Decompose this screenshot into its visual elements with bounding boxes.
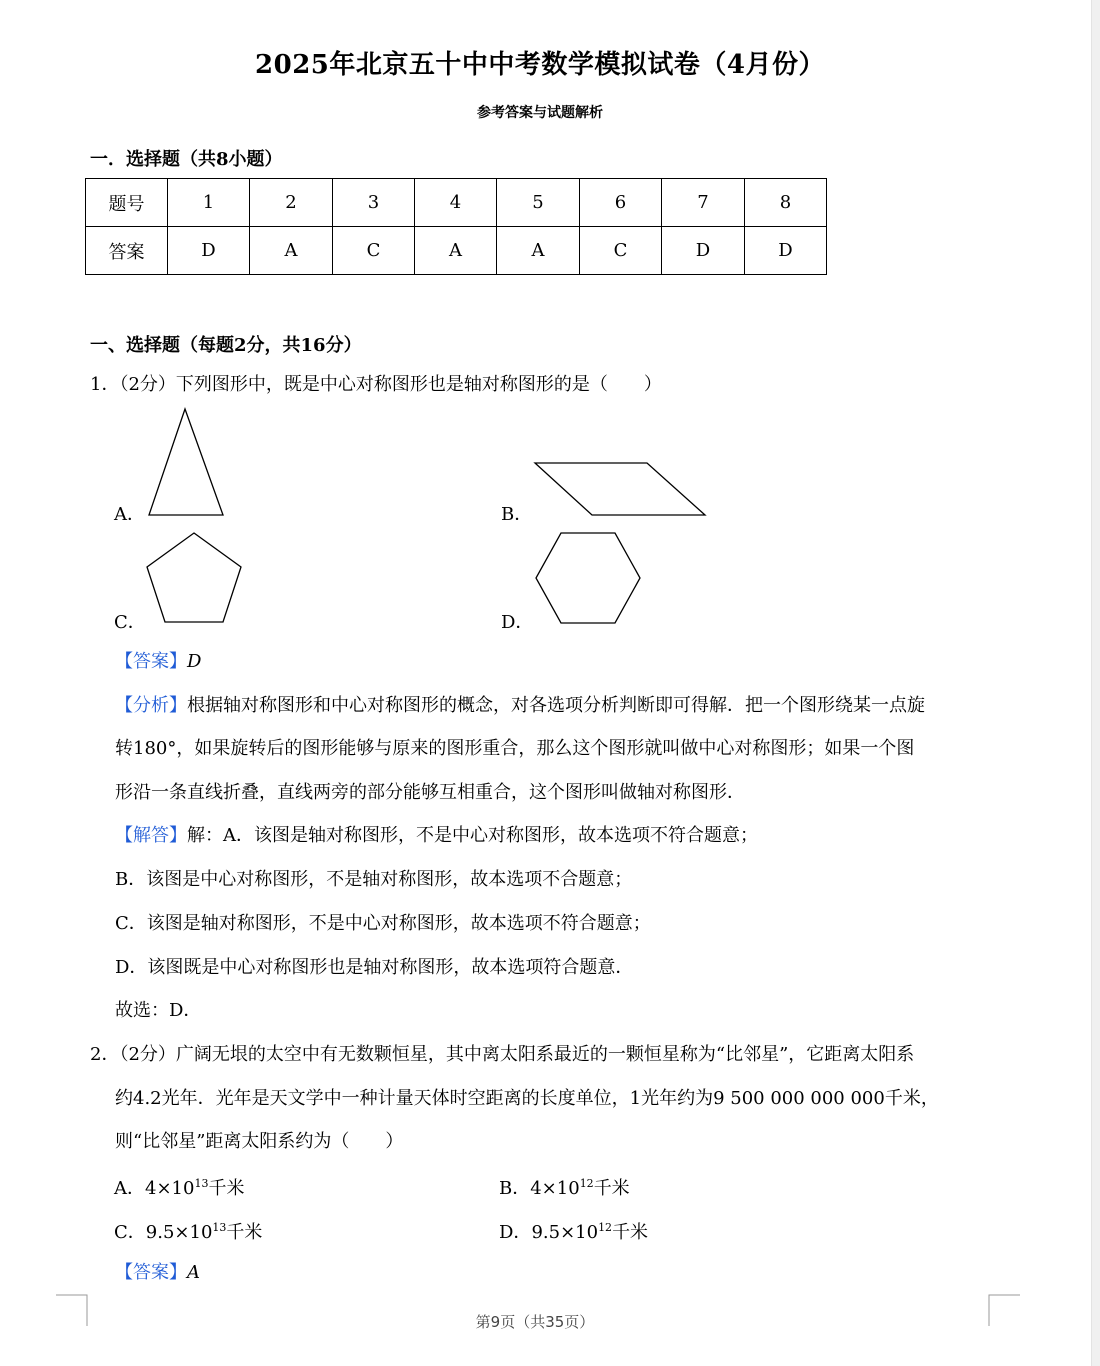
option-unit: 千米 xyxy=(612,1222,649,1243)
table-cell: D xyxy=(662,227,745,275)
page-subtitle: 参考答案与试题解析 xyxy=(477,105,603,121)
option-label: C． xyxy=(114,1222,146,1243)
q1-option-b-label: B． xyxy=(501,504,533,525)
triangle-figure xyxy=(145,406,227,518)
q2-option-d xyxy=(499,1218,648,1244)
answer-key-heading: 一．选择题（共8小题） xyxy=(90,149,283,170)
table-row xyxy=(86,179,827,227)
q2-stem-line-1: 2．（2分）广阔无垠的太空中有无数颗恒星，其中离太阳系最近的一颗恒星称为“比邻星”，它距离太阳系 xyxy=(90,1044,915,1065)
q2-answer xyxy=(115,1262,200,1284)
table-cell: A xyxy=(415,227,497,275)
solution-text: 解：A．该图是轴对称图形，不是中心对称图形，故本选项不符合题意； xyxy=(187,825,758,846)
analysis-tag: 【分析】 xyxy=(115,695,187,716)
q1-solution-line-3: C．该图是轴对称图形，不是中心对称图形，故本选项不符合题意； xyxy=(115,913,651,934)
solution-tag: 【解答】 xyxy=(115,825,187,846)
q1-solution-line-2: B．该图是中心对称图形，不是轴对称图形，故本选项不合题意； xyxy=(115,869,633,890)
hexagon-figure xyxy=(532,530,644,628)
pentagon-figure xyxy=(142,530,246,626)
q1-stem: 1．（2分）下列图形中，既是中心对称图形也是轴对称图形的是（ ） xyxy=(90,374,662,395)
page-number-footer: 第9页（共35页） xyxy=(475,1313,595,1331)
q1-option-a-label: A． xyxy=(114,504,145,525)
row-label-number: 题号 xyxy=(86,179,168,227)
option-label: D． xyxy=(499,1222,532,1243)
q1-solution-line-4: D．该图既是中心对称图形也是轴对称图形，故本选项符合题意． xyxy=(115,957,634,978)
table-cell: D xyxy=(168,227,250,275)
option-exponent: 12 xyxy=(579,1177,594,1190)
answer-tag: 【答案】 xyxy=(115,651,187,672)
q2-stem-line-3: 则“比邻星”距离太阳系约为（ ） xyxy=(115,1131,404,1152)
table-cell: C xyxy=(333,227,415,275)
q1-solution-line-5: 故选：D． xyxy=(115,1000,202,1021)
option-exponent: 13 xyxy=(194,1177,209,1190)
option-unit: 千米 xyxy=(208,1178,245,1199)
table-row xyxy=(86,227,827,275)
option-label: A． xyxy=(114,1178,145,1199)
option-exponent: 12 xyxy=(598,1221,613,1234)
q1-analysis-line-1 xyxy=(115,695,925,717)
q1-option-d-label: D． xyxy=(501,612,534,633)
table-cell: 4 xyxy=(415,179,497,227)
vertical-scrollbar[interactable] xyxy=(1091,0,1100,1366)
table-cell: 2 xyxy=(250,179,333,227)
table-cell: 6 xyxy=(580,179,662,227)
q1-answer xyxy=(115,651,201,673)
option-base: 9.5×10 xyxy=(531,1222,599,1243)
table-cell: A xyxy=(497,227,580,275)
q1-analysis-line-3: 形沿一条直线折叠，直线两旁的部分能够互相重合，这个图形叫做轴对称图形． xyxy=(115,782,745,803)
q2-stem-line-2: 约4.2光年．光年是天文学中一种计量天体时空距离的长度单位，1光年约为9 500 000 000 000千米， xyxy=(115,1088,939,1109)
table-cell: D xyxy=(745,227,827,275)
q2-option-b xyxy=(499,1174,630,1200)
parallelogram-figure xyxy=(530,460,710,518)
option-base: 4×10 xyxy=(145,1178,195,1199)
answer-tag: 【答案】 xyxy=(115,1262,187,1283)
page-title: 2025年北京五十中中考数学模拟试卷（4月份） xyxy=(255,50,825,80)
answer-value: D xyxy=(187,651,202,672)
option-exponent: 13 xyxy=(212,1221,227,1234)
answer-value: A xyxy=(187,1262,200,1283)
option-unit: 千米 xyxy=(226,1222,263,1243)
q1-analysis-line-2: 转180°，如果旋转后的图形能够与原来的图形重合，那么这个图形就叫做中心对称图形；如果一个图 xyxy=(115,738,915,759)
table-cell: C xyxy=(580,227,662,275)
table-cell: 8 xyxy=(745,179,827,227)
option-base: 9.5×10 xyxy=(145,1222,213,1243)
q2-option-c xyxy=(114,1218,262,1244)
answer-key-table xyxy=(85,178,827,275)
table-cell: 5 xyxy=(497,179,580,227)
row-label-answer: 答案 xyxy=(86,227,168,275)
option-base: 4×10 xyxy=(530,1178,580,1199)
option-unit: 千米 xyxy=(593,1178,630,1199)
q1-solution-line-1 xyxy=(115,825,758,847)
section-heading: 一、选择题（每题2分，共16分） xyxy=(90,335,362,356)
q2-option-a xyxy=(114,1174,244,1200)
table-cell: A xyxy=(250,227,333,275)
table-cell: 1 xyxy=(168,179,250,227)
option-label: B． xyxy=(499,1178,531,1199)
q1-option-c-label: C． xyxy=(114,612,146,633)
table-cell: 7 xyxy=(662,179,745,227)
table-cell: 3 xyxy=(333,179,415,227)
analysis-text: 根据轴对称图形和中心对称图形的概念，对各选项分析判断即可得解．把一个图形绕某一点旋 xyxy=(187,695,925,716)
